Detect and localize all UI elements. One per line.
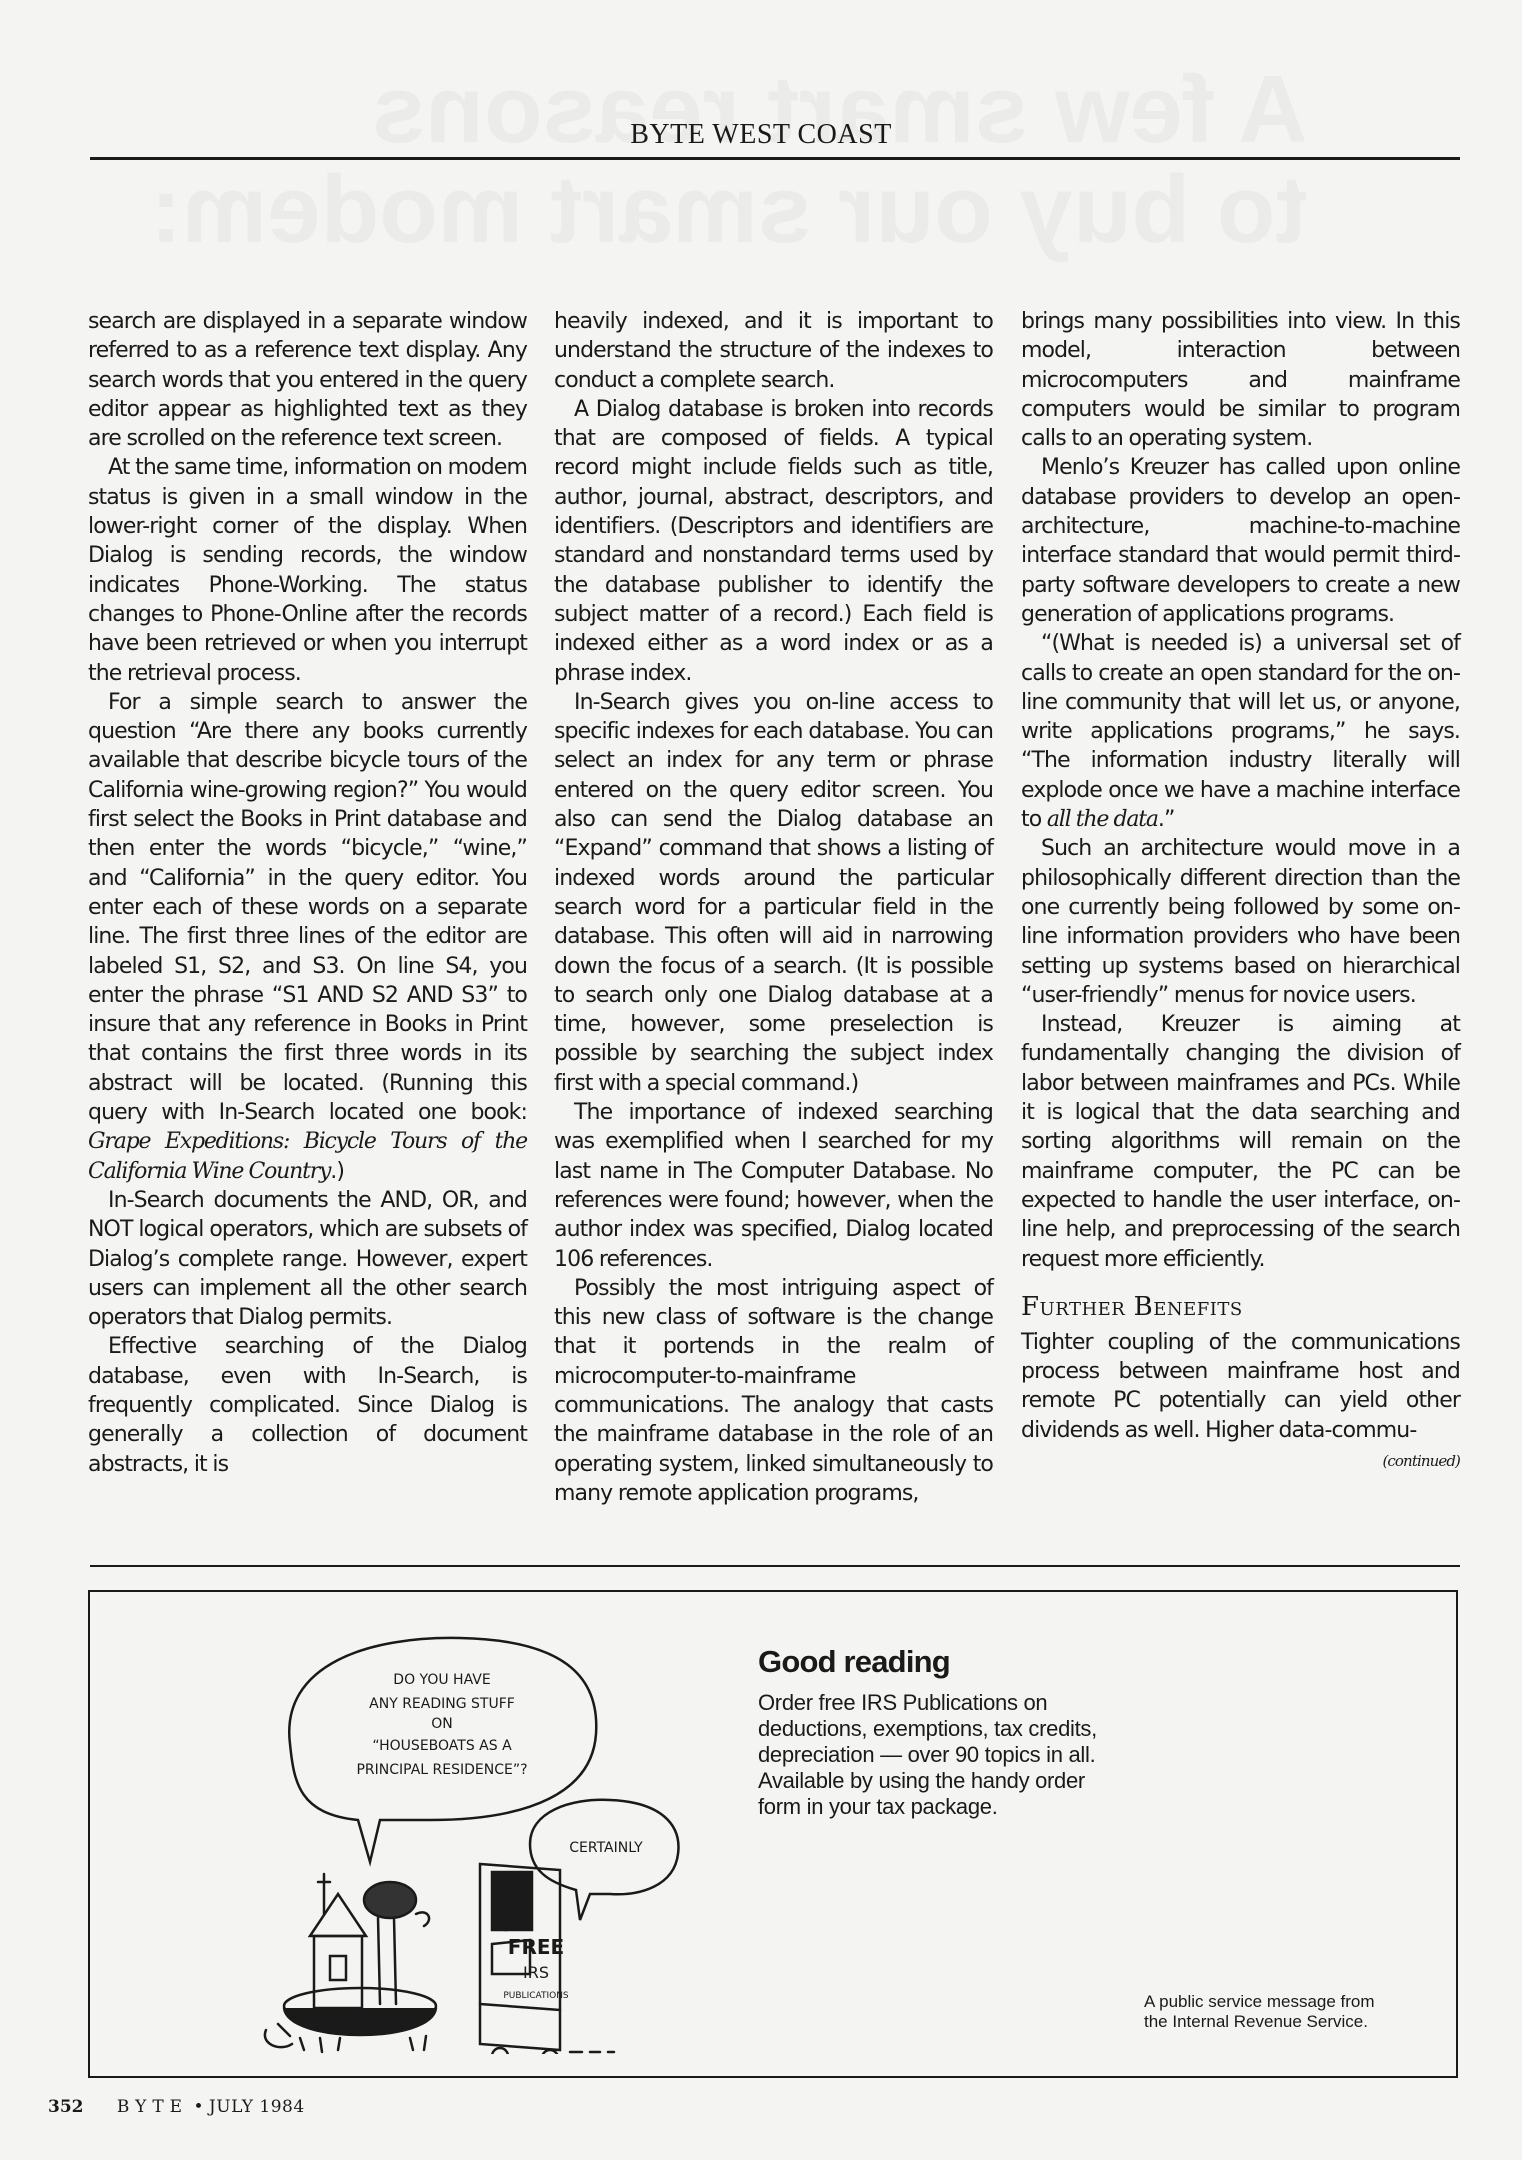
emphasis: all the data [1046,807,1158,833]
speech-bubble-icon [530,1800,678,1920]
svg-text:CERTAINLY: CERTAINLY [569,1840,643,1856]
section-rule [90,1565,1460,1567]
paragraph: Such an architecture would move in a philosophically different direction than the one currently being followed by some on-line information providers who have been setting up systems based on hierarchical “user-friendly” menus for novice users. [1021,836,1460,1008]
ad-headline: Good reading [758,1644,950,1679]
magazine-name: BYTE [116,2097,189,2117]
paragraph: Tighter coupling of the communications process between mainframe host and remote PC potentially can yield other dividends as well. Higher data-commu- [1021,1329,1460,1443]
article-column-3 [1021,307,1460,1473]
paragraph: For a simple search to answer the question “Are there any books currently available that describe bicycle tours of the California wine-growing region?” You would first select the Books in Print database and then enter the words “bicycle,” “wine,” and “California” in the query editor. You enter each of these words on a separate line. The first three lines of the editor are labeled S1, S2, and S3. On line S4, you enter the phrase “S1 AND S2 AND S3” to insure that any reference in Books in Print that contains the first three words in its abstract will be located. (Running this query with In-Search located one book: Grape Expeditions: Bicycle Tours of the California Wine Country.) [88,689,527,1184]
public-service-notice: A public service message from the Internal Revenue Service. [1144,1992,1375,2031]
issue-date: JULY 1984 [208,2097,305,2117]
paragraph: In-Search documents the AND, OR, and NOT logical operators, which are subsets of Dialog’s complete range. However, expert users can implement all the other search operators that Dialog permits. [88,1187,527,1331]
ad-body: Order free IRS Publications on deductions, exemptions, tax credits, depreciation — over 90 topics in all. Available by using the handy order form in your tax package. [758,1690,1097,1819]
paragraph: Possibly the most intriguing aspect of this new class of software is the change that it portends in the realm of microcomputer-to-mainframe communications. The analogy that casts the mainframe database in the role of an operating system, linked simultaneously to many remote application programs, [554,1275,993,1506]
book-title: Grape Expeditions: Bicycle Tours of the California Wine Country [88,1129,527,1184]
svg-text:“HOUSEBOATS AS A: “HOUSEBOATS AS A [372,1738,512,1754]
paragraph: Effective searching of the Dialog database, even with In-Search, is frequently complicated. Since Dialog is generally a collection of document abstracts, it is [88,1334,527,1477]
running-head: BYTE WEST COAST [630,119,892,150]
paragraph: The importance of indexed searching was exemplified when I searched for my last name in The Computer Database. No references were found; however, when the author index was specified, Dialog located 106 references. [554,1100,993,1272]
paragraph: A Dialog database is broken into records that are composed of fields. A typical record might include fields such as title, author, journal, abstract, descriptors, and identifiers. (Descriptors and identifiers are standard and nonstandard terms used by the database publisher to identify the subject matter of a record.) Each field is indexed either as a word index or as a phrase index. [554,396,993,686]
paragraph: In-Search gives you on-line access to specific indexes for each database. You can select an index for any term or phrase entered on the query editor screen. You also can send the Dialog database an “Expand” command that shows a listing of indexed words around the particular search word for a particular field in the database. This often will aid in narrowing down the focus of a search. (It is possible to search only one Dialog database at a time, however, some preselection is possible by searching the subject index first with a special command.) [554,689,993,1096]
svg-text:PRINCIPAL RESIDENCE”?: PRINCIPAL RESIDENCE”? [356,1762,528,1778]
article-column-2 [554,307,993,1508]
svg-text:ON: ON [431,1716,453,1732]
paragraph: Menlo’s Kreuzer has called upon online database providers to develop an open-architecture, machine-to-machine interface standard that would permit third-party software developers to create a new generation of applications programs. [1021,455,1460,627]
article-column-1 [88,307,527,1479]
svg-text:IRS: IRS [523,1963,549,1982]
page-footer [48,2097,305,2117]
paragraph: heavily indexed, and it is important to understand the structure of the indexes to conduct a complete search. [554,309,993,393]
irs-advertisement [88,1590,1458,2078]
section-subhead: Further Benefits [1021,1291,1243,1322]
page-number: 352 [48,2097,84,2117]
svg-text:ANY READING STUFF: ANY READING STUFF [369,1696,515,1712]
bleed-through-text [150,60,1307,260]
paragraph: “(What is needed is) a universal set of calls to create an open standard for the on-line community that will let us, or anyone, write applications programs,” he says. “The information industry literally will explode once we have a machine interface to all the data.” [1021,631,1460,833]
paragraph: search are displayed in a separate window referred to as a reference text display. Any search words that you entered in the query editor appear as highlighted text as they are scrolled on the reference text screen. [88,309,527,452]
header-rule [90,157,1460,160]
svg-text:DO YOU HAVE: DO YOU HAVE [393,1672,491,1688]
cartoon-illustration [230,1624,690,2054]
paragraph: brings many possibilities into view. In this model, interaction between microcomputers and mainframe computers would be similar to program calls to an operating system. [1021,309,1460,452]
svg-text:PUBLICATIONS: PUBLICATIONS [503,1991,569,2001]
svg-text:FREE: FREE [507,1935,565,1959]
paragraph: At the same time, information on modem status is given in a small window in the lower-right corner of the display. When Dialog is sending records, the window indicates Phone-Working. The status changes to Phone-Online after the records have been retrieved or when you interrupt the retrieval process. [88,455,527,686]
continued-label: (continued) [1382,1451,1460,1470]
separator: • [193,2097,204,2117]
paragraph: Instead, Kreuzer is aiming at fundamentally changing the division of labor between mainframes and PCs. While it is logical that the data searching and sorting algorithms will remain on the mainframe computer, the PC can be expected to handle the user interface, on-line help, and preprocessing of the search request more efficiently. [1021,1012,1460,1272]
